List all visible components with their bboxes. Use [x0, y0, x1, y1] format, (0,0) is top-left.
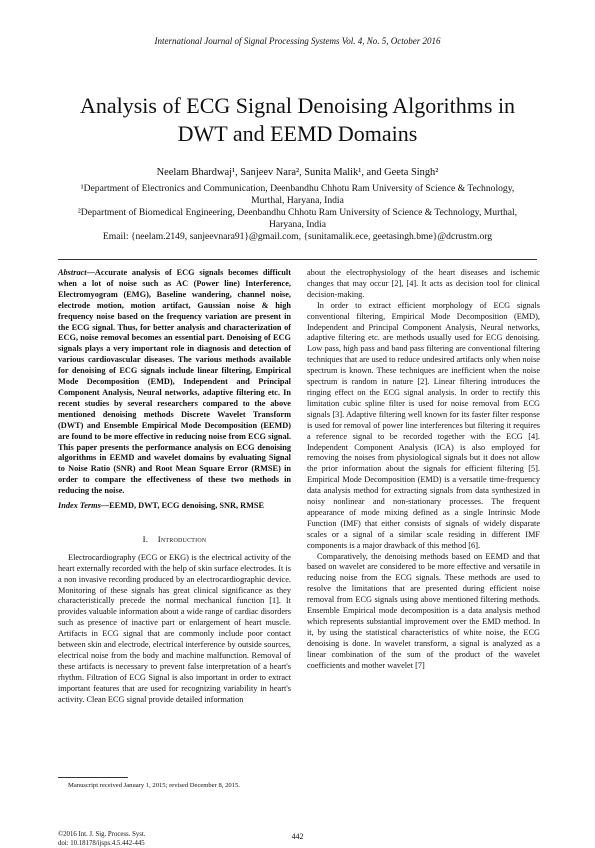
section-number: I.	[142, 533, 149, 544]
abstract-text: —Accurate analysis of ECG signals becomes difficult when a lot of noise such as AC (Power line) Interference, Electromyogram (EMG), Baseline wandering, channel noise, electrode motion, motion artifact, Gaussian noise & high frequency noise based on the frequency variation are present in the ECG signal. Thus, for better analysis and characterization of ECG, noise removal becomes an essential part. Denoising of ECG signals plays a very important role in diagnosis and detection of various cardiovascular diseases. The various methods available for denoising of ECG signals include linear filtering, Empirical Mode Decomposition (EMD), Independent and Principal Component Analysis, Neural networks, adaptive filtering etc. In recent studies by several researchers compared to the above mentioned denoising methods Discrete Wavelet Transform (DWT) and Ensemble Empirical Mode Decomposition (EEMD) are found to be more effective in reducing noise from ECG signal. This paper presents the performance analysis on ECG denoising algorithms in EEMD and wavelet domains by evaluating Signal to Noise Ratio (SNR) and Root Mean Square Error (RMSE) in order to compare the effectiveness of these two methods in reducing the noise.	[58, 268, 291, 496]
section-heading-introduction	[58, 534, 291, 545]
author-names: Neelam Bhardwaj¹, Sanjeev Nara², Sunita Malik¹, and Geeta Singh²	[156, 167, 439, 178]
footnote-divider	[58, 777, 128, 778]
abstract	[58, 268, 291, 497]
title-line-2: DWT and EEMD Domains	[177, 121, 418, 146]
abstract-label: Abstract	[58, 268, 87, 277]
section-title: Introduction	[157, 533, 207, 544]
author-email: Email: {neelam.2149, sanjeevnara91}@gmail.com, {sunitamalik.ece, geetasingh.bme}@dcrustm.org	[102, 231, 493, 242]
body-paragraph-2: In order to extract efficient morphology of ECG signals conventional filtering, Empirical Mode Decomposition (EMD), Independent and Principal Component Analysis, Neural networks, adaptive filtering etc. are methods usually used for ECG denoising. Low pass, high pass and band pass filtering are conventional filtering techniques that are used to reduce undesired artifacts only when noise spectrum is known. These techniques are inefficient when the noise spectrum is random in nature [2]. Linear filtering introduces the ringing effect on the ECG signal analysis. In order to rectify this limitation cubic spline filter is used for noise removal from ECG signals [3]. Adaptive filtering well known for its faster filter response is used for removal of power line interferences but filtering it requires a reference signal to be recorded together with the ECG [4]. Independent Component Analysis (ICA) is also employed for removing the noises from physiological signals but it does not allow the prior information about the signals for efficient filtering [5]. Empirical Mode Decomposition (EMD) is a versatile time-frequency data analysis method for extracting signals from data synthesized in noisy nonlinear and non-stationary processes. The frequent appearance of mode mixing defined as a single Intrinsic Mode Function (IMF) that either consists of signals of widely disparate scales or a signal of a similar scale residing in different IMF components is a major drawback of this method [6].	[307, 300, 540, 550]
right-column	[307, 268, 540, 672]
footer-doi: doi: 10.18178/ijsps.4.5.442-445	[58, 840, 145, 847]
affiliation-2-line-1: ²Department of Biomedical Engineering, Deenbandhu Chhotu Ram University of Science & Technology, Murthal,	[77, 207, 518, 218]
left-column	[58, 268, 291, 706]
manuscript-footnote: Manuscript received January 1, 2015; revised December 8, 2015.	[68, 782, 240, 789]
paper-title	[40, 92, 555, 148]
affiliation-2-line-2: Haryana, India	[268, 219, 326, 230]
affiliation-1-line-2: Murthal, Haryana, India	[251, 195, 344, 206]
header-divider	[58, 259, 537, 260]
index-terms-label: Index Terms	[58, 501, 101, 511]
title-line-1: Analysis of ECG Signal Denoising Algorithms in	[79, 93, 516, 118]
journal-header: International Journal of Signal Processing Systems Vol. 4, No. 5, October 2016	[154, 36, 441, 46]
affiliation-1-line-1: ¹Department of Electronics and Communication, Deenbandhu Chhotu Ram University of Science & Technology,	[80, 183, 515, 194]
footer-copyright: ©2016 Int. J. Sig. Process. Syst.	[58, 831, 146, 838]
page-number: 442	[291, 832, 304, 841]
body-paragraph-3: Comparatively, the denoising methods based on EEMD and that based on wavelet are considered to be more effective and versatile in reducing noise from the ECG signals. These methods are used to resolve the limitations that are presented during efficient noise removal from ECG signals using above mentioned filtering methods. Ensemble Empirical mode decomposition is a data analysis method which represents substantial improvement over the EMD method. In it, by using the statistical characteristics of white noise, the ECG denoising is done. In wavelet transform, a signal is analyzed as a linear combination of the sum of the product of the wavelet coefficients and mother wavelet [7]	[307, 551, 540, 670]
body-paragraph-1: about the electrophysiology of the heart diseases and ischemic changes that may occur [2], [4]. It acts as decision tool for clinical decision-making.	[307, 268, 540, 299]
index-terms	[58, 501, 291, 512]
author-block	[40, 167, 555, 243]
index-terms-text: —EEMD, DWT, ECG denoising, SNR, RMSE	[100, 501, 265, 511]
intro-paragraph: Electrocardiography (ECG or EKG) is the electrical activity of the heart externally recorded with the help of skin surface electrodes. It is a non invasive recording produced by an electrocardiographic device. Monitoring of these signals has great clinical significance as they characteristically precede the normal mechanical function [1]. It provides valuable information about a wide range of cardiac disorders such as presence of inactive part or enlargement of heart muscle. Artifacts in ECG signal that are commonly include poor contact between skin and electrode, electrical interference by outside sources, electrical noise from the body and machine malfunction. Removal of these artifacts is necessary to prevent false interpretation of a heart's rhythm. Filtration of ECG Signal is also important in order to extract important features that are used for recognizing variability in heart's activity. Clean ECG signal provide detailed information	[58, 552, 291, 704]
